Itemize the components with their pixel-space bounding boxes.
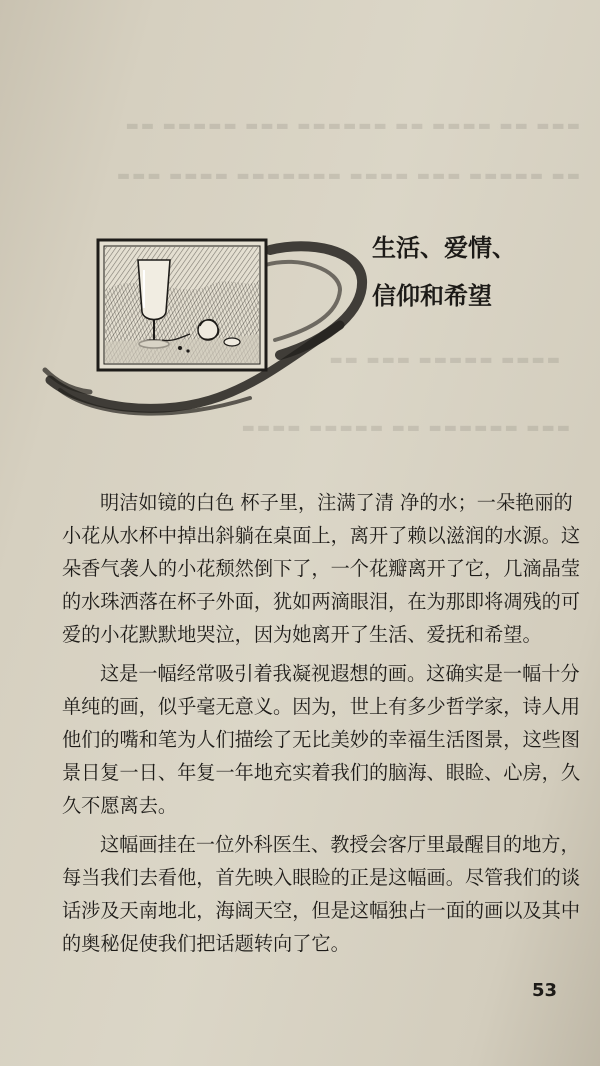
text-line: 话涉及天南地北，海阔天空，但是这幅独占一面的画以及其中 (62, 899, 581, 922)
text-line: 明洁如镜的白色 杯子里，注满了清 净的水；一朵艳丽的 (100, 491, 573, 514)
bleed-through-texture: ▬▬▬ ▬▬ ▬▬▬▬ ▬▬ ▬▬▬▬▬▬ ▬▬▬ ▬▬▬▬▬ ▬▬ (123, 118, 580, 134)
bleed-through-texture: ▬▬▬ ▬▬▬▬▬▬ ▬▬ ▬▬▬▬▬ ▬▬▬▬ (239, 420, 570, 436)
paragraph (62, 828, 582, 960)
text-line: 的水珠洒落在杯子外面，犹如两滴眼泪，在为那即将凋残的可 (62, 590, 581, 613)
text-line: 他们的嘴和笔为人们描绘了无比美妙的幸福生活图景，这些图 (62, 728, 581, 751)
text-line: 爱的小花默默地哭泣，因为她离开了生活、爱抚和希望。 (62, 623, 542, 646)
text-line: 这是一幅经常吸引着我凝视遐想的画。这确实是一幅十分 (100, 662, 580, 685)
paragraph (62, 486, 582, 651)
paragraph (62, 657, 582, 822)
body-text (62, 486, 582, 960)
text-line: 朵香气袭人的小花颓然倒下了，一个花瓣离开了它，几滴晶莹 (62, 557, 581, 580)
chapter-title-line-1: 生活、爱情、 (372, 234, 516, 262)
text-line: 这幅画挂在一位外科医生、教授会客厅里最醒目的地方， (100, 833, 580, 856)
page-number: 53 (532, 980, 558, 1001)
text-line: 小花从水杯中掉出斜躺在桌面上，离开了赖以滋润的水源。这 (62, 524, 581, 547)
text-line: 每当我们去看他，首先映入眼睑的正是这幅画。尽管我们的谈 (62, 866, 581, 889)
text-line: 景日复一日、年复一年地充实着我们的脑海、眼睑、心房，久 (62, 761, 581, 784)
bleed-through-texture: ▬▬ ▬▬▬▬▬ ▬▬▬ ▬▬▬▬ ▬▬▬▬▬▬▬ ▬▬▬▬ ▬▬▬ (114, 168, 580, 184)
chapter-title (372, 228, 572, 316)
glass-and-flower-illustration (40, 230, 370, 420)
text-line: 的奥秘促使我们把话题转向了它。 (62, 932, 350, 955)
text-line: 久不愿离去。 (62, 794, 178, 817)
bleed-through-texture: ▬▬▬▬ ▬▬▬▬▬ ▬▬▬ ▬▬ (327, 352, 560, 368)
text-line: 单纯的画，似乎毫无意义。因为，世上有多少哲学家，诗人用 (62, 695, 581, 718)
chapter-title-line-2: 信仰和希望 (372, 282, 492, 310)
